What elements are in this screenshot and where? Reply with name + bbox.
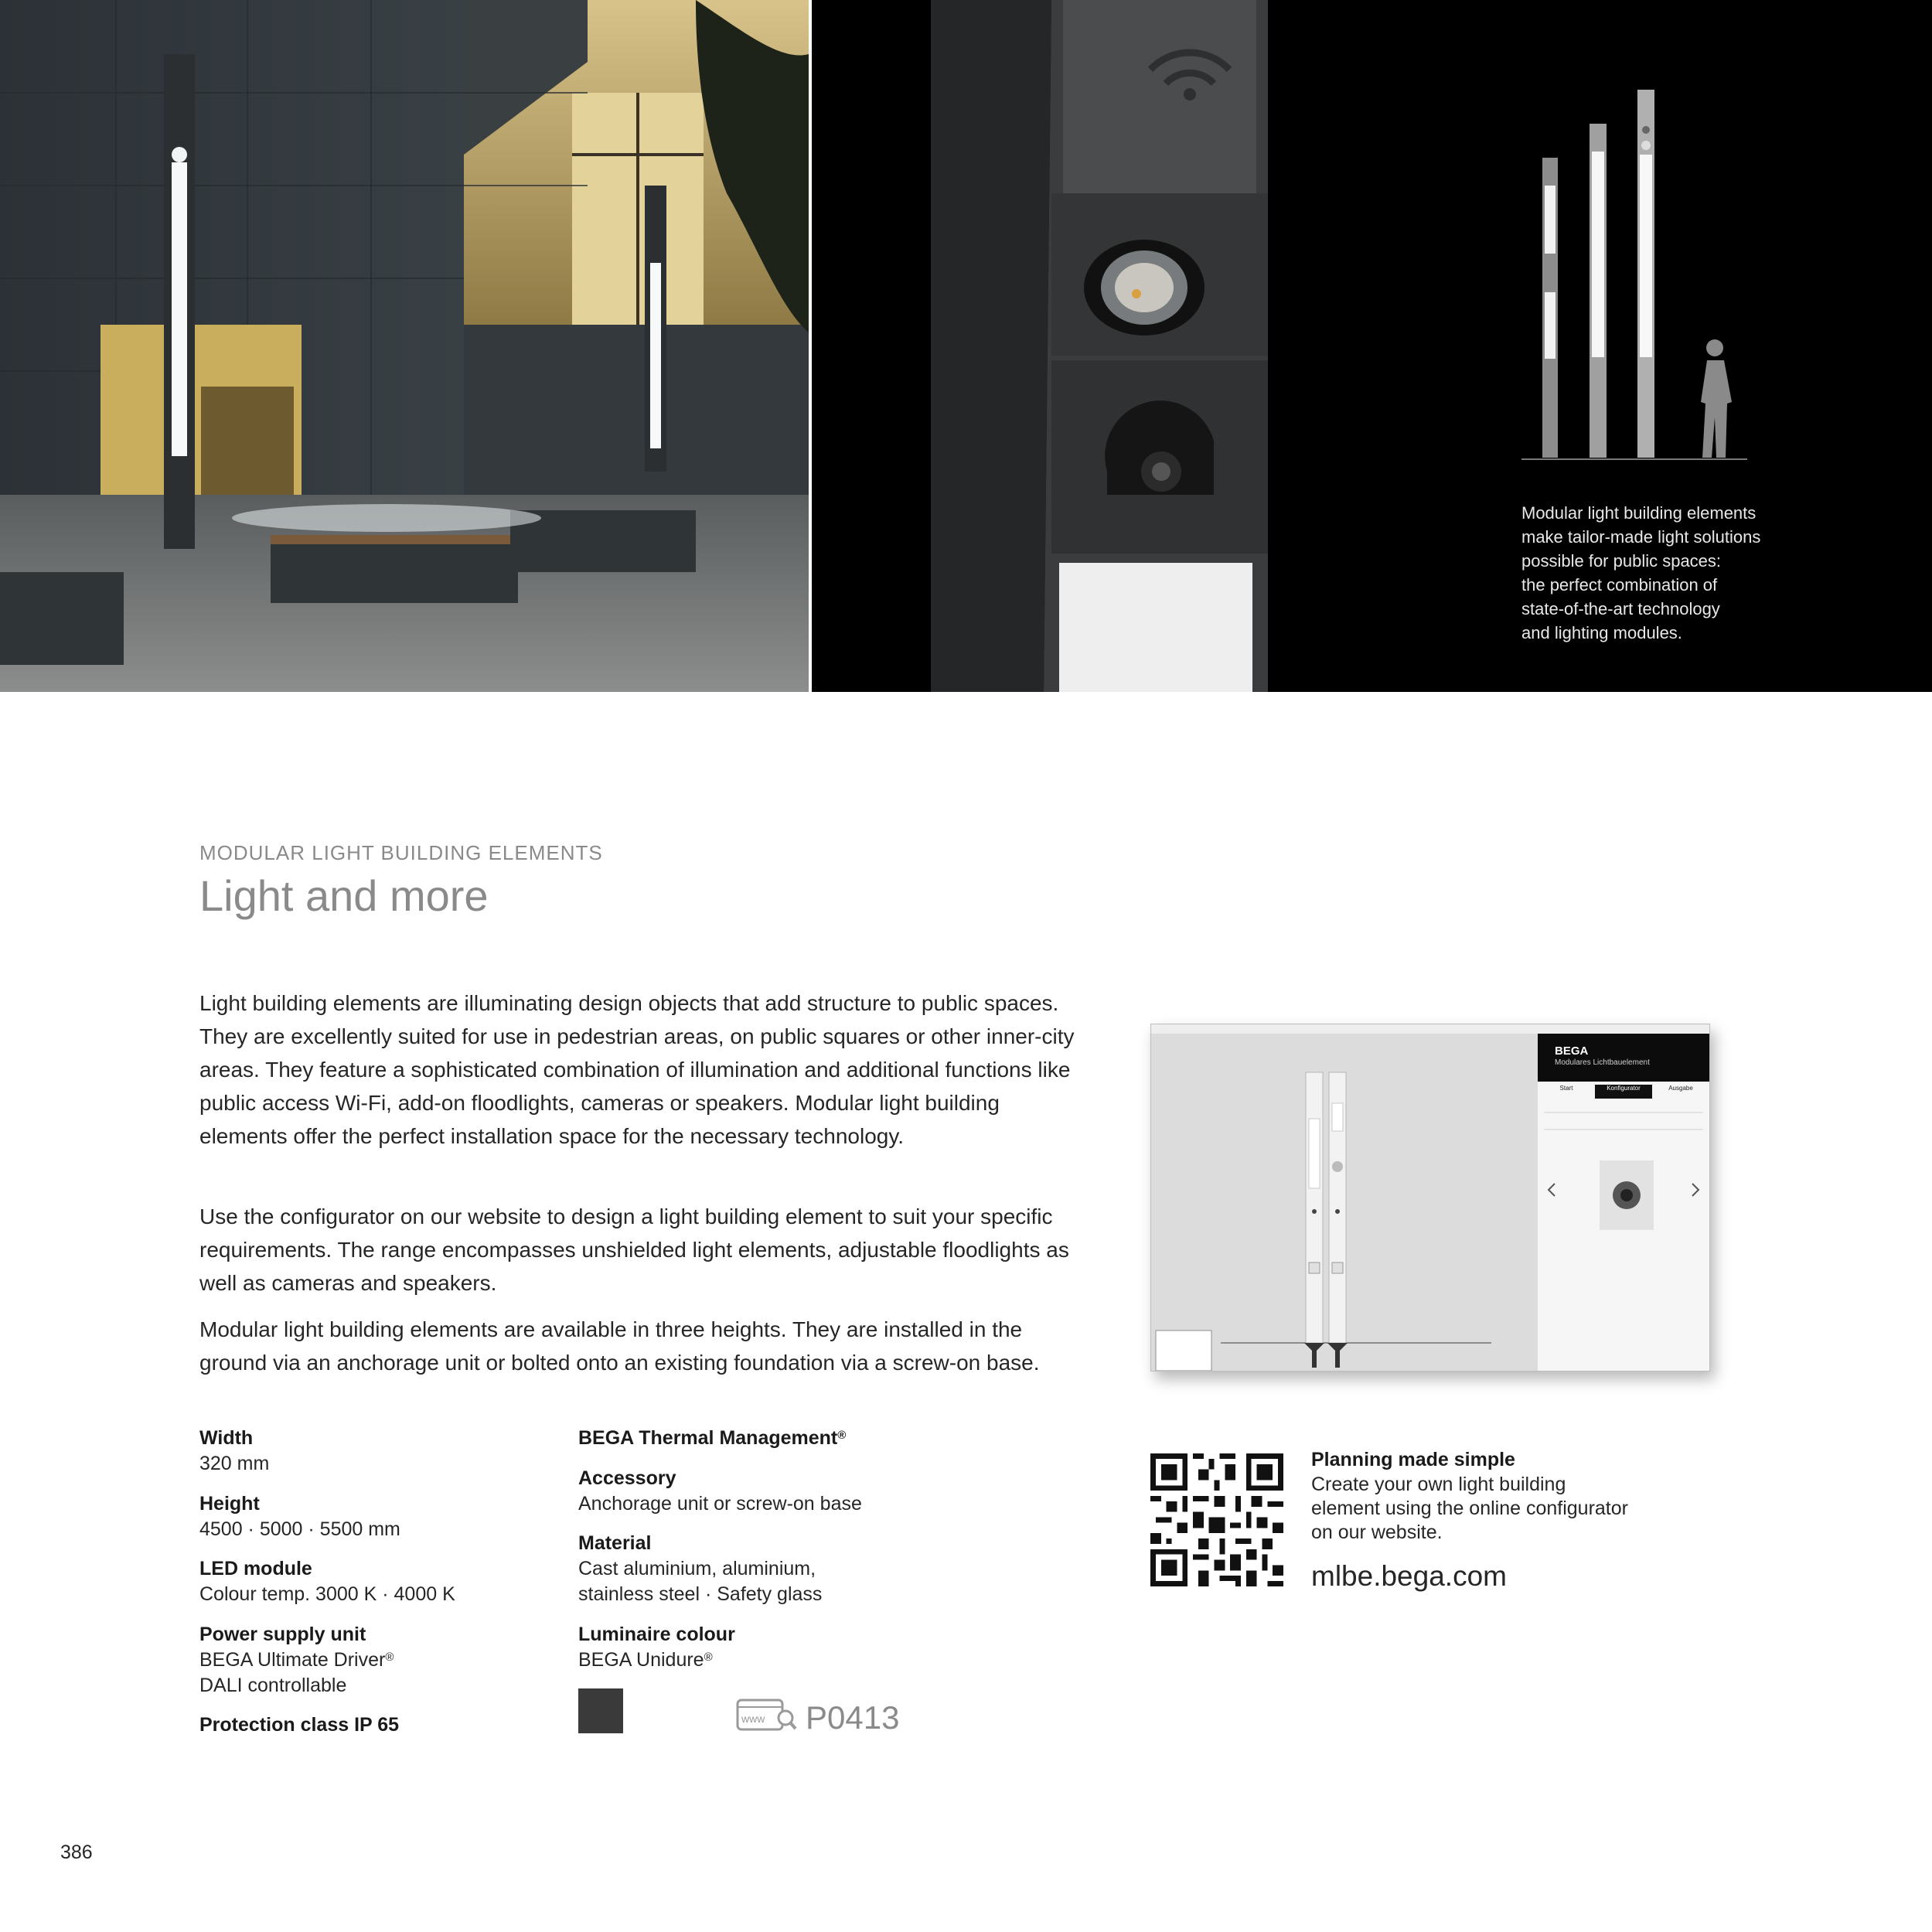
body-paragraph-1: Light building elements are illuminating design objects that add structure to public spaces. They are excellently suited for use in pedestrian areas, on public squares or other inner-city areas. They feature a sophisticated combination of illumination and additional functions like public access Wi-Fi, add-on floodlights, cameras or speakers. Modular light building elements offer the perfect installation space for the necessary technology. bbox=[199, 991, 1075, 1148]
www-search-icon bbox=[736, 1699, 798, 1731]
photo-pillar-modules bbox=[812, 0, 1932, 692]
colour-swatch bbox=[578, 1688, 623, 1733]
body-paragraph-3: Modular light building elements are available in three heights. They are installed in the ground via an anchorage unit or bolted onto an existing foundation via a screw-on base. bbox=[199, 1317, 1040, 1375]
registered-mark: ® bbox=[704, 1651, 713, 1664]
spec-accessory bbox=[578, 1466, 862, 1517]
spec-psu-value-1: BEGA Ultimate Driver bbox=[199, 1649, 386, 1671]
planning-title: Planning made simple bbox=[1311, 1449, 1515, 1470]
spec-colour-value: BEGA Unidure bbox=[578, 1649, 704, 1671]
spec-material bbox=[578, 1531, 822, 1607]
product-code: P0413 bbox=[806, 1699, 900, 1736]
spec-psu-value-2: DALI controllable bbox=[199, 1675, 347, 1696]
planning-text: Create your own light building element using the online configurator on our website. bbox=[1311, 1474, 1628, 1543]
spec-led bbox=[199, 1556, 455, 1607]
spec-height-value: 4500 · 5000 · 5500 mm bbox=[199, 1518, 400, 1540]
spec-colour-label: Luminaire colour bbox=[578, 1624, 735, 1645]
spec-width-label: Width bbox=[199, 1427, 254, 1449]
spec-led-value: Colour temp. 3000 K · 4000 K bbox=[199, 1583, 455, 1605]
caption-text: Modular light building elements make tailor-made light solutions possible for public spaces: the perfect combination of state-of-the-art technology and lighting modules. bbox=[1521, 503, 1761, 642]
spec-width-value: 320 mm bbox=[199, 1453, 270, 1474]
spec-power-supply bbox=[199, 1622, 394, 1699]
spec-thermal bbox=[578, 1426, 846, 1451]
configurator-tabs bbox=[1538, 1085, 1709, 1099]
configurator-screenshot bbox=[1150, 1024, 1710, 1371]
spec-material-value-2: stainless steel · Safety glass bbox=[578, 1583, 823, 1605]
configurator-canvas bbox=[1151, 1034, 1538, 1371]
configurator-header bbox=[1538, 1034, 1709, 1082]
spec-material-label: Material bbox=[578, 1532, 652, 1554]
section-eyebrow: MODULAR LIGHT BUILDING ELEMENTS bbox=[199, 841, 603, 864]
spec-height-label: Height bbox=[199, 1493, 260, 1515]
spec-led-label: LED module bbox=[199, 1558, 312, 1579]
spec-protection bbox=[199, 1712, 399, 1738]
spec-psu-label: Power supply unit bbox=[199, 1624, 366, 1645]
registered-mark: ® bbox=[385, 1651, 394, 1664]
spec-height bbox=[199, 1491, 400, 1542]
www-icon-label: www bbox=[741, 1712, 765, 1725]
spec-thermal-label: BEGA Thermal Management bbox=[578, 1427, 838, 1449]
planning-url-link[interactable]: mlbe.bega.com bbox=[1311, 1560, 1507, 1592]
tab-ausgabe[interactable]: Ausgabe bbox=[1668, 1085, 1693, 1092]
spec-accessory-label: Accessory bbox=[578, 1467, 676, 1489]
spec-luminaire-colour bbox=[578, 1622, 735, 1673]
qr-code[interactable] bbox=[1150, 1453, 1283, 1586]
section-title: Light and more bbox=[199, 871, 489, 920]
configurator-brand: BEGA bbox=[1555, 1044, 1589, 1058]
photo-building-night bbox=[0, 0, 809, 692]
tab-start[interactable]: Start bbox=[1559, 1085, 1573, 1092]
spec-accessory-value: Anchorage unit or screw-on base bbox=[578, 1493, 862, 1515]
spec-material-value-1: Cast aluminium, aluminium, bbox=[578, 1558, 816, 1579]
configurator-brand-sub: Modulares Lichtbauelement bbox=[1555, 1058, 1650, 1067]
configurator-module-preview bbox=[1538, 1099, 1709, 1371]
body-paragraph-2: Use the configurator on our website to design a light building element to suit your specific requirements. The range encompasses unshielded light elements, adjustable floodlights as well as cameras and speakers. bbox=[199, 1205, 1069, 1295]
registered-mark: ® bbox=[837, 1429, 847, 1442]
spec-protection-label: Protection class IP 65 bbox=[199, 1714, 399, 1736]
spec-width bbox=[199, 1426, 269, 1477]
page-number: 386 bbox=[60, 1842, 93, 1863]
tab-konfigurator[interactable]: Konfigurator bbox=[1595, 1085, 1652, 1099]
